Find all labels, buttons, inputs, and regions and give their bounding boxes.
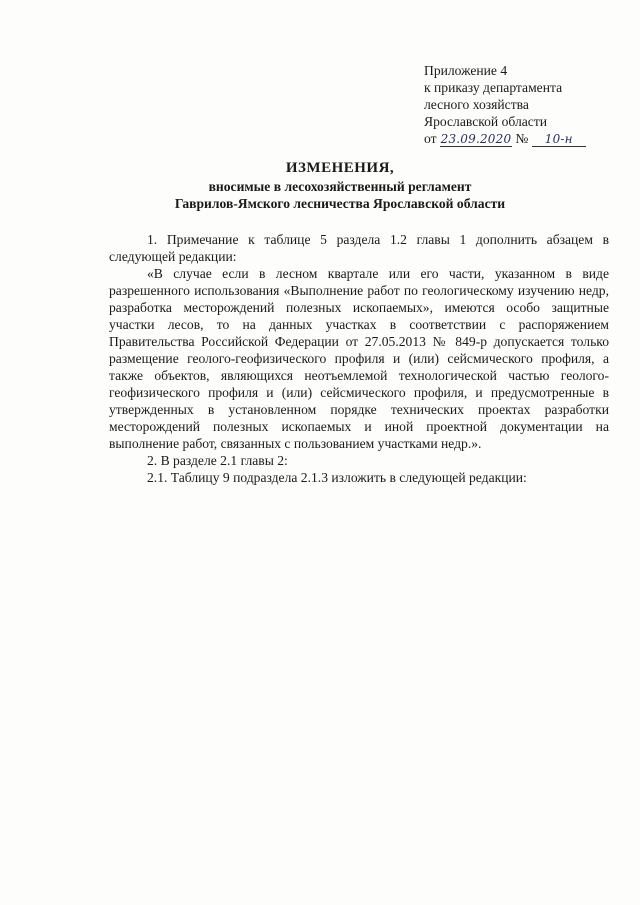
document-body xyxy=(109,231,609,486)
appendix-line-2: к приказу департамента xyxy=(424,80,563,95)
number-label: № xyxy=(515,131,529,146)
date-field xyxy=(440,132,512,147)
handwritten-number: 10-н xyxy=(544,132,573,146)
appendix-line-3: лесного хозяйства xyxy=(424,97,529,112)
appendix-date-line xyxy=(424,130,586,147)
appendix-block xyxy=(424,62,586,147)
appendix-line-1: Приложение 4 xyxy=(424,63,508,78)
title-main: ИЗМЕНЕНИЯ, xyxy=(285,160,395,176)
paragraph-3: 2. В разделе 2.1 главы 2: xyxy=(147,453,288,468)
appendix-line-4: Ярославской области xyxy=(424,114,548,129)
handwritten-date: 23.09.2020 xyxy=(440,132,512,146)
title-subtitle-1: вносимые в лесохозяйственный регламент xyxy=(208,179,472,194)
title-subtitle-2: Гаврилов-Ямского лесничества Ярославской области xyxy=(174,196,506,211)
from-label: от xyxy=(424,131,437,146)
paragraph-2: «В случае если в лесном квартале или его части, указанном в виде разрешенного использования «Выполнение работ по геологическому изучению недр, разработка месторождений полезных ископаемых», имеются особо защитные участки лесов, то на данных участках в соответствии с распоряжением Правительства Российской Федерации от 27.05.2013 № 849-р допускается только размещение геолого-геофизического профиля и (или) сейсмического профиля, а также объектов, являющихся неотъемлемой технологической частью геолого-геофизического профиля и (или) сейсмического профиля, и предусмотренные в утвержденных в установленном порядке технических проектах разработки месторождений полезных ископаемых и иной проектной документации на выполнение работ, связанных с пользованием участками недр.». xyxy=(109,266,609,451)
paragraph-1: 1. Примечание к таблице 5 раздела 1.2 главы 1 дополнить абзацем в следующей редакции: xyxy=(109,232,609,264)
paragraph-4: 2.1. Таблицу 9 подраздела 2.1.3 изложить в следующей редакции: xyxy=(147,470,527,485)
number-field xyxy=(532,132,586,147)
document-title xyxy=(120,158,560,212)
